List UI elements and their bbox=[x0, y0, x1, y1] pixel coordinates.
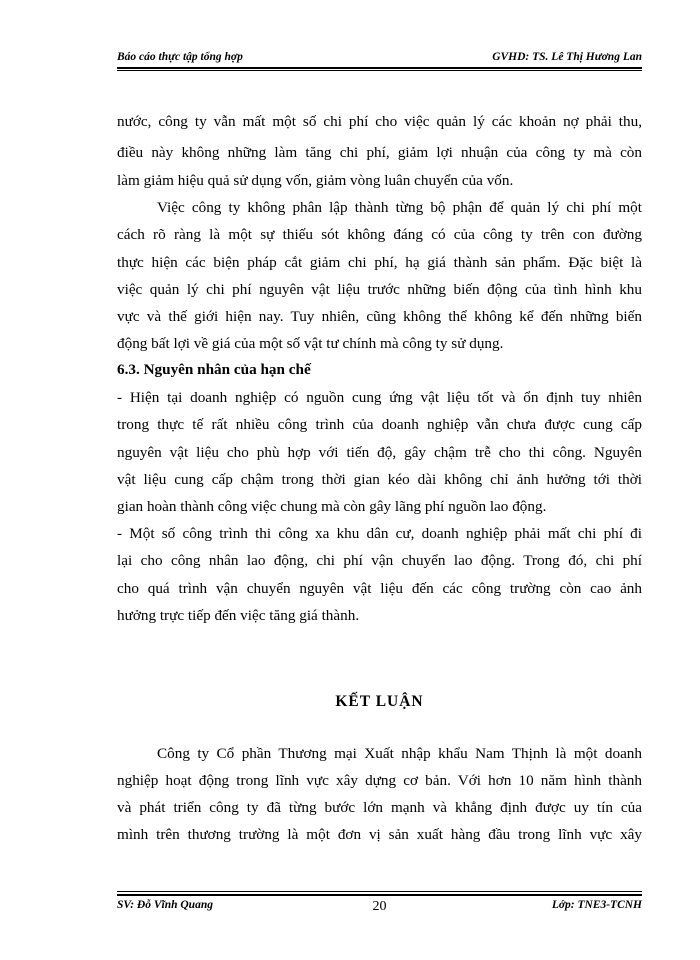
footer-left: SV: Đỗ Vĩnh Quang bbox=[117, 899, 213, 911]
page-header bbox=[117, 51, 642, 65]
text-line: việc quản lý chi phí nguyên vật liệu trước những biến động của tình hình khu bbox=[117, 281, 642, 298]
text-line: - Hiện tại doanh nghiệp có nguồn cung ứng vật liệu tốt và ổn định tuy nhiên bbox=[117, 389, 642, 406]
text-line: nước, công ty vẫn mất một số chi phí cho việc quản lý các khoản nợ phải thu, bbox=[117, 113, 642, 130]
text-line: gian hoàn thành công việc chung mà còn gây lãng phí nguồn lao động. bbox=[117, 498, 547, 515]
header-rule-thin bbox=[117, 70, 642, 71]
section-heading: 6.3. Nguyên nhân của hạn chế bbox=[117, 361, 311, 378]
header-left: Báo cáo thực tập tổng hợp bbox=[117, 51, 243, 63]
text-line: hưởng trực tiếp đến việc tăng giá thành. bbox=[117, 607, 360, 624]
text-line: Việc công ty không phân lập thành từng bộ phận để quản lý chi phí một bbox=[157, 199, 642, 216]
text-line: cho quá trình vận chuyển nguyên vật liệu đến các công trường còn cao ảnh bbox=[117, 580, 642, 597]
text-line: vật liệu cung cấp chậm trong thời gian kéo dài không chỉ ảnh hưởng tới thời bbox=[117, 471, 642, 488]
text-line: nguyên vật liệu cho phù hợp với tiến độ, gây chậm trễ cho thi công. Nguyên bbox=[117, 444, 642, 461]
footer-rule-thin bbox=[117, 891, 642, 892]
page-footer bbox=[117, 899, 642, 914]
header-right: GVHD: TS. Lê Thị Hương Lan bbox=[492, 51, 642, 63]
text-line: cách rõ ràng là một sự thiếu sót không đáng có của công ty trên con đường bbox=[117, 226, 642, 243]
text-line: trong thực tế rất nhiều công trình của doanh nghiệp vẫn chưa được cung cấp bbox=[117, 416, 642, 433]
text-line: động bất lợi về giá của một số vật tư chính mà công ty sử dụng. bbox=[117, 335, 504, 352]
text-line: mình trên thương trường là một đơn vị sản xuất hàng đầu trong lĩnh vực xây bbox=[117, 826, 642, 843]
text-line: nghiệp hoạt động trong lĩnh vực xây dựng cơ bản. Với hơn 10 năm hình thành bbox=[117, 772, 642, 789]
footer-right: Lớp: TNE3-TCNH bbox=[551, 899, 642, 911]
conclusion-title: KẾT LUẬN bbox=[335, 693, 424, 710]
text-line: lại cho công nhân lao động, chi phí vận chuyển lao động. Trong đó, chi phí bbox=[117, 552, 642, 569]
page-number: 20 bbox=[372, 899, 387, 914]
text-line: thực hiện các biện pháp cắt giảm chi phí, hạ giá thành sản phẩm. Đặc biệt là bbox=[117, 254, 642, 271]
text-line: và phát triển công ty đã từng bước lớn mạnh và khẳng định được uy tín của bbox=[117, 799, 642, 816]
text-line: Công ty Cổ phần Thương mại Xuất nhập khẩu Nam Thịnh là một doanh bbox=[157, 745, 642, 762]
text-line: - Một số công trình thi công xa khu dân cư, doanh nghiệp phải mất chi phí đi bbox=[117, 525, 642, 542]
text-line: điều này không những làm tăng chi phí, giảm lợi nhuận của công ty mà còn bbox=[117, 144, 642, 161]
header-rule bbox=[117, 67, 642, 69]
text-line: làm giảm hiệu quả sử dụng vốn, giảm vòng luân chuyển của vốn. bbox=[117, 172, 514, 189]
footer-rule bbox=[117, 894, 642, 896]
text-line: vực và thế giới hiện nay. Tuy nhiên, cũng không thể không kể đến những biến bbox=[117, 308, 642, 325]
